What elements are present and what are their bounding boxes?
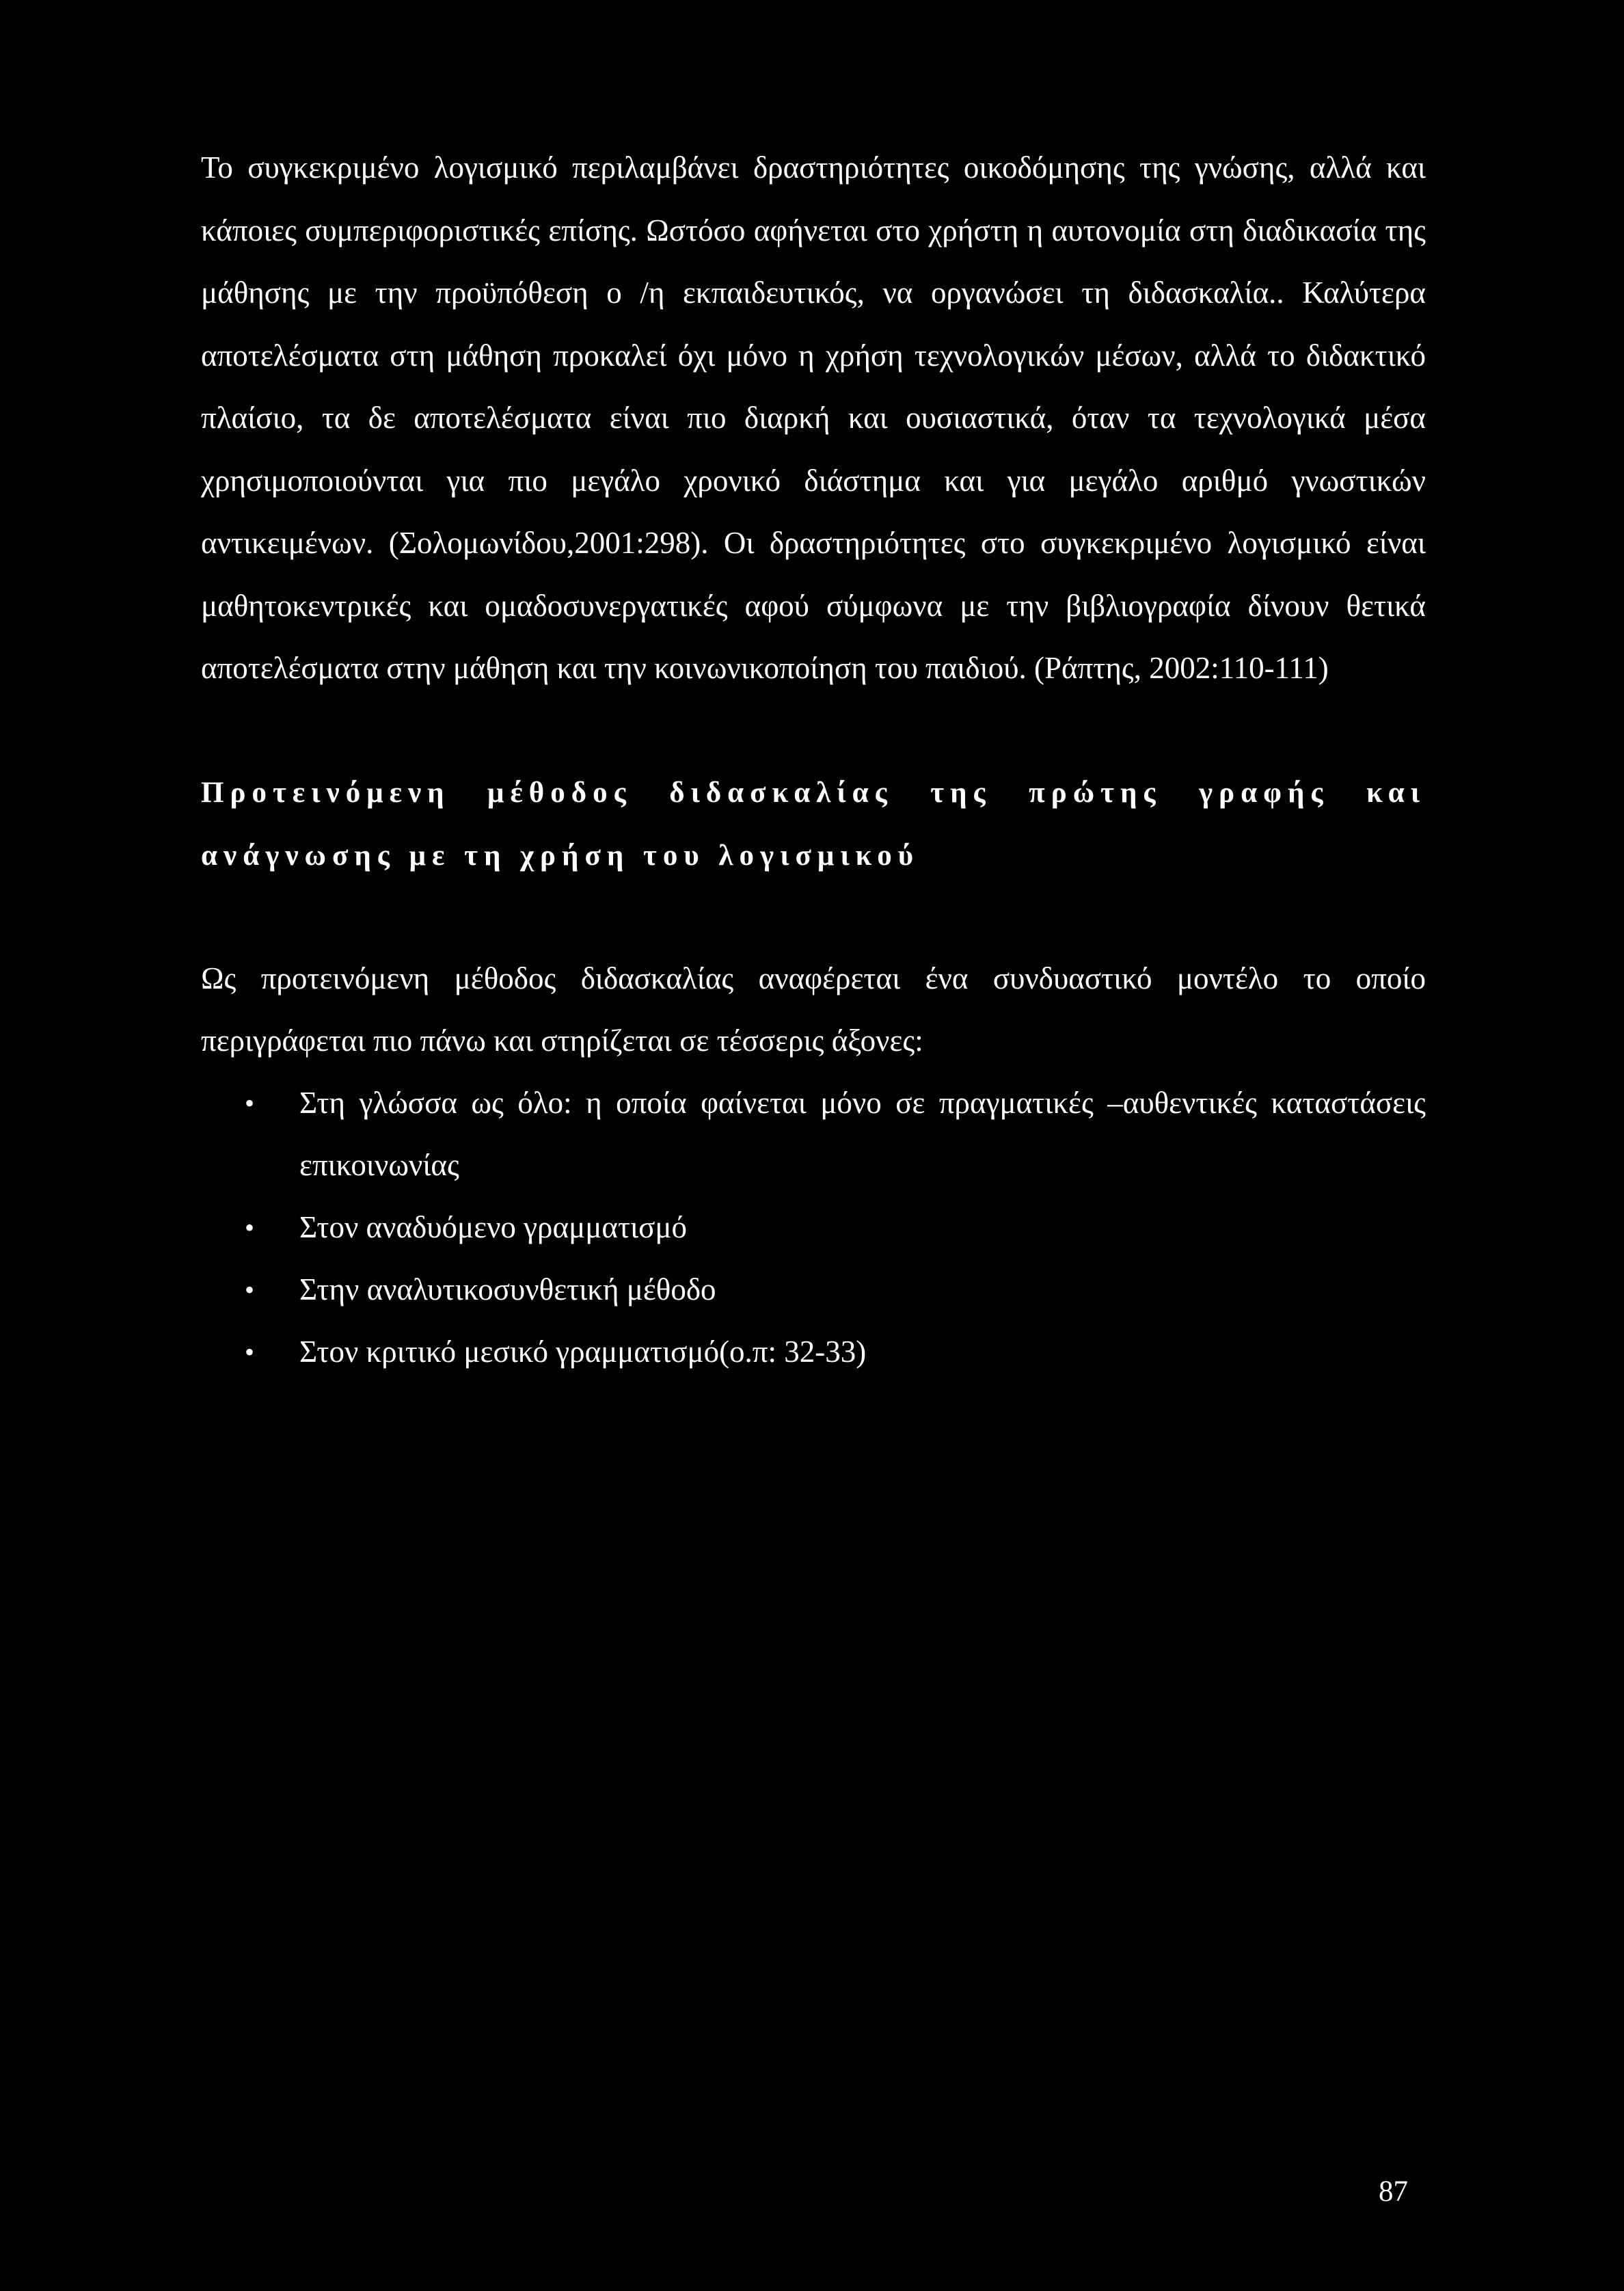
list-item [201, 1321, 1426, 1383]
paragraph-software-activities: Το συγκεκριμένο λογισμικό περιλαμβάνει δραστηριότητες οικοδόμησης της γνώσης, αλλά και κάποιες συμπεριφοριστικές επίσης. Ωστόσο αφήνεται στο χρήστη η αυτονομία στη διαδικασία της μάθησης με την προϋπόθεση ο /η εκπαιδευτικός, να οργανώσει τη διδασκαλία.. Καλύτερα αποτελέσματα στη μάθηση προκαλεί όχι μόνο η χρήση τεχνολογικών μέσων, αλλά το διδακτικό πλαίσιο, τα δε αποτελέσματα είναι πιο διαρκή και ουσιαστικά, όταν τα τεχνολογικά μέσα χρησιμοποιούνται για πιο μεγάλο χρονικό διάστημα και για μεγάλο αριθμό γνωστικών αντικειμένων. (Σολομωνίδου,2001:298). Οι δραστηριότητες στο συγκεκριμένο λογισμικό είναι μαθητοκεντρικές και ομαδοσυνεργατικές αφού σύμφωνα με την βιβλιογραφία δίνουν θετικά αποτελέσματα στην μάθηση και την κοινωνικοποίηση του παιδιού. (Ράπτης, 2002:110-111) [201, 150, 1426, 685]
list-item-text: Στον αναδυόμενο γραμματισμό [299, 1209, 687, 1244]
list-item-text: Στην αναλυτικοσυνθετική μέθοδο [299, 1272, 716, 1307]
section-heading: Προτεινόμενη μέθοδος διδασκαλίας της πρώτης γραφής και ανάγνωσης με τη χρήση του λογισμικού [201, 776, 1426, 872]
page-body [201, 137, 1426, 1383]
list-item [201, 1196, 1426, 1259]
page-number: 87 [1379, 2175, 1408, 2208]
bullet-icon: • [245, 1211, 255, 1243]
bullet-icon: • [245, 1087, 255, 1118]
bullet-icon: • [245, 1336, 255, 1367]
list-item [201, 1072, 1426, 1196]
axes-bullet-list [201, 1072, 1426, 1383]
paragraph-proposed-method: Ως προτεινόμενη μέθοδος διδασκαλίας αναφέρεται ένα συνδυαστικό μοντέλο το οποίο περιγράφεται πιο πάνω και στηρίζεται σε τέσσερις άξονες: [201, 961, 1426, 1058]
list-item-text: Στη γλώσσα ως όλο: η οποία φαίνεται μόνο σε πραγματικές –αυθεντικές καταστάσεις επικοινωνίας [299, 1085, 1426, 1182]
list-item-text: Στον κριτικό μεσικό γραμματισμό(ο.π: 32-33) [299, 1334, 867, 1369]
bullet-icon: • [245, 1274, 255, 1305]
list-item [201, 1259, 1426, 1321]
